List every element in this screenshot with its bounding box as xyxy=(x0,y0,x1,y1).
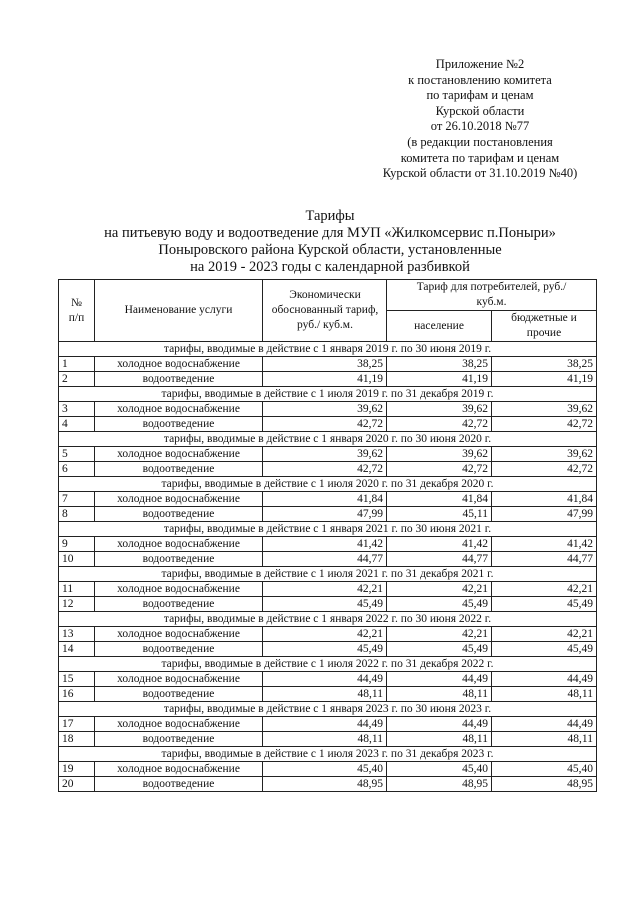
row-number: 8 xyxy=(59,507,95,522)
row-number: 3 xyxy=(59,402,95,417)
budget-tariff: 48,11 xyxy=(492,732,597,747)
appendix-line: Приложение №2 xyxy=(435,57,525,71)
period-title: тарифы, вводимые в действие с 1 июля 2021 г. по 31 декабря 2021 г. xyxy=(59,567,597,582)
header-econ xyxy=(263,280,387,342)
population-tariff: 45,49 xyxy=(387,642,492,657)
econ-tariff: 44,77 xyxy=(263,552,387,567)
header-name xyxy=(95,280,263,342)
service-name: водоотведение xyxy=(95,507,263,522)
period-row xyxy=(59,432,597,447)
econ-tariff: 44,49 xyxy=(263,672,387,687)
service-name: холодное водоснабжение xyxy=(95,762,263,777)
row-number: 4 xyxy=(59,417,95,432)
service-name: холодное водоснабжение xyxy=(95,672,263,687)
table-row xyxy=(59,447,597,462)
header-budget-label: бюджетные и прочие xyxy=(511,312,577,339)
period-title: тарифы, вводимые в действие с 1 июля 2023 г. по 31 декабря 2023 г. xyxy=(59,747,597,762)
econ-tariff: 44,49 xyxy=(263,717,387,732)
header-econ-label: Экономически обоснованный тариф, руб./ куб.м. xyxy=(271,289,379,331)
budget-tariff: 41,19 xyxy=(492,372,597,387)
table-row xyxy=(59,687,597,702)
population-tariff: 39,62 xyxy=(387,447,492,462)
period-title: тарифы, вводимые в действие с 1 января 2022 г. по 30 июня 2022 г. xyxy=(59,612,597,627)
service-name: холодное водоснабжение xyxy=(95,537,263,552)
period-title: тарифы, вводимые в действие с 1 января 2020 г. по 30 июня 2020 г. xyxy=(59,432,597,447)
econ-tariff: 48,11 xyxy=(263,687,387,702)
service-name: холодное водоснабжение xyxy=(95,492,263,507)
population-tariff: 44,77 xyxy=(387,552,492,567)
row-number: 10 xyxy=(59,552,95,567)
population-tariff: 41,42 xyxy=(387,537,492,552)
table-row xyxy=(59,732,597,747)
row-number: 2 xyxy=(59,372,95,387)
service-name: водоотведение xyxy=(95,777,263,792)
title-line: на 2019 - 2023 годы с календарной разбивкой xyxy=(190,259,470,275)
population-tariff: 39,62 xyxy=(387,402,492,417)
period-title: тарифы, вводимые в действие с 1 января 2023 г. по 30 июня 2023 г. xyxy=(59,702,597,717)
budget-tariff: 44,77 xyxy=(492,552,597,567)
table-row xyxy=(59,537,597,552)
appendix-line: от 26.10.2018 №77 xyxy=(430,119,530,134)
econ-tariff: 45,40 xyxy=(263,762,387,777)
table-row xyxy=(59,552,597,567)
appendix-line: Курской области xyxy=(435,103,525,118)
econ-tariff: 42,21 xyxy=(263,627,387,642)
budget-tariff: 39,62 xyxy=(492,447,597,462)
row-number: 16 xyxy=(59,687,95,702)
econ-tariff: 42,72 xyxy=(263,462,387,477)
row-number: 12 xyxy=(59,597,95,612)
title-line: Тарифы xyxy=(305,208,355,224)
row-number: 5 xyxy=(59,447,95,462)
row-number: 20 xyxy=(59,777,95,792)
header-consumers-label: Тариф для потребителей, руб./куб.м. xyxy=(416,281,567,308)
header-budget xyxy=(492,311,597,342)
table-row xyxy=(59,672,597,687)
econ-tariff: 41,42 xyxy=(263,537,387,552)
tariffs-body xyxy=(59,342,597,792)
title-line: на питьевую воду и водоотведение для МУП «Жилкомсервис п.Поныри» xyxy=(104,225,556,241)
population-tariff: 44,49 xyxy=(387,672,492,687)
econ-tariff: 41,84 xyxy=(263,492,387,507)
table-row xyxy=(59,462,597,477)
table-row xyxy=(59,597,597,612)
row-number: 19 xyxy=(59,762,95,777)
table-row xyxy=(59,417,597,432)
period-row xyxy=(59,567,597,582)
population-tariff: 45,11 xyxy=(387,507,492,522)
row-number: 17 xyxy=(59,717,95,732)
table-row xyxy=(59,507,597,522)
service-name: водоотведение xyxy=(95,417,263,432)
budget-tariff: 38,25 xyxy=(492,357,597,372)
appendix-line: комитета по тарифам и ценам xyxy=(400,150,560,165)
period-row xyxy=(59,612,597,627)
econ-tariff: 48,11 xyxy=(263,732,387,747)
table-row xyxy=(59,777,597,792)
table-row xyxy=(59,357,597,372)
appendix-line: Курской области от 31.10.2019 №40) xyxy=(382,166,578,181)
table-row xyxy=(59,717,597,732)
population-tariff: 48,11 xyxy=(387,732,492,747)
period-row xyxy=(59,702,597,717)
period-row xyxy=(59,657,597,672)
period-row xyxy=(59,387,597,402)
period-title: тарифы, вводимые в действие с 1 июля 2019 г. по 31 декабря 2019 г. xyxy=(59,387,597,402)
econ-tariff: 48,95 xyxy=(263,777,387,792)
population-tariff: 48,11 xyxy=(387,687,492,702)
population-tariff: 38,25 xyxy=(387,357,492,372)
service-name: холодное водоснабжение xyxy=(95,717,263,732)
econ-tariff: 41,19 xyxy=(263,372,387,387)
row-number: 11 xyxy=(59,582,95,597)
budget-tariff: 47,99 xyxy=(492,507,597,522)
table-row xyxy=(59,762,597,777)
service-name: водоотведение xyxy=(95,372,263,387)
budget-tariff: 45,49 xyxy=(492,642,597,657)
header-consumers xyxy=(387,280,597,311)
service-name: водоотведение xyxy=(95,732,263,747)
appendix-line: (в редакции постановления xyxy=(407,134,553,149)
budget-tariff: 44,49 xyxy=(492,717,597,732)
period-title: тарифы, вводимые в действие с 1 июля 2022 г. по 31 декабря 2022 г. xyxy=(59,657,597,672)
service-name: холодное водоснабжение xyxy=(95,582,263,597)
row-number: 18 xyxy=(59,732,95,747)
population-tariff: 44,49 xyxy=(387,717,492,732)
budget-tariff: 42,72 xyxy=(492,417,597,432)
period-row xyxy=(59,522,597,537)
row-number: 15 xyxy=(59,672,95,687)
budget-tariff: 45,40 xyxy=(492,762,597,777)
tariffs-table xyxy=(58,279,597,792)
econ-tariff: 45,49 xyxy=(263,642,387,657)
service-name: водоотведение xyxy=(95,462,263,477)
row-number: 6 xyxy=(59,462,95,477)
header-name-label: Наименование услуги xyxy=(124,304,233,316)
econ-tariff: 42,21 xyxy=(263,582,387,597)
document-title xyxy=(60,208,600,276)
econ-tariff: 47,99 xyxy=(263,507,387,522)
budget-tariff: 42,72 xyxy=(492,462,597,477)
budget-tariff: 39,62 xyxy=(492,402,597,417)
period-row xyxy=(59,477,597,492)
service-name: водоотведение xyxy=(95,552,263,567)
header-population: население xyxy=(387,311,492,342)
table-row xyxy=(59,402,597,417)
budget-tariff: 48,95 xyxy=(492,777,597,792)
row-number: 13 xyxy=(59,627,95,642)
econ-tariff: 38,25 xyxy=(263,357,387,372)
econ-tariff: 45,49 xyxy=(263,597,387,612)
population-tariff: 45,40 xyxy=(387,762,492,777)
service-name: водоотведение xyxy=(95,687,263,702)
table-row xyxy=(59,627,597,642)
budget-tariff: 41,84 xyxy=(492,492,597,507)
econ-tariff: 42,72 xyxy=(263,417,387,432)
budget-tariff: 44,49 xyxy=(492,672,597,687)
period-row xyxy=(59,342,597,357)
header-num xyxy=(59,280,95,342)
population-tariff: 41,84 xyxy=(387,492,492,507)
service-name: холодное водоснабжение xyxy=(95,402,263,417)
budget-tariff: 42,21 xyxy=(492,627,597,642)
table-row xyxy=(59,582,597,597)
appendix-line: по тарифам и ценам xyxy=(426,88,534,103)
population-tariff: 42,72 xyxy=(387,462,492,477)
table-row xyxy=(59,492,597,507)
budget-tariff: 42,21 xyxy=(492,582,597,597)
service-name: водоотведение xyxy=(95,597,263,612)
population-tariff: 42,21 xyxy=(387,582,492,597)
appendix-line: к постановлению комитета xyxy=(408,72,552,87)
row-number: 14 xyxy=(59,642,95,657)
title-line: Поныровского района Курской области, установленные xyxy=(158,242,502,258)
population-tariff: 45,49 xyxy=(387,597,492,612)
population-tariff: 42,21 xyxy=(387,627,492,642)
period-title: тарифы, вводимые в действие с 1 января 2019 г. по 30 июня 2019 г. xyxy=(59,342,597,357)
econ-tariff: 39,62 xyxy=(263,402,387,417)
row-number: 1 xyxy=(59,357,95,372)
table-row xyxy=(59,642,597,657)
budget-tariff: 45,49 xyxy=(492,597,597,612)
service-name: холодное водоснабжение xyxy=(95,627,263,642)
population-tariff: 48,95 xyxy=(387,777,492,792)
budget-tariff: 48,11 xyxy=(492,687,597,702)
population-tariff: 42,72 xyxy=(387,417,492,432)
service-name: холодное водоснабжение xyxy=(95,357,263,372)
header-num-label: № п/п xyxy=(68,296,85,324)
appendix-block xyxy=(360,57,600,182)
budget-tariff: 41,42 xyxy=(492,537,597,552)
service-name: водоотведение xyxy=(95,642,263,657)
table-row xyxy=(59,372,597,387)
service-name: холодное водоснабжение xyxy=(95,447,263,462)
row-number: 7 xyxy=(59,492,95,507)
period-title: тарифы, вводимые в действие с 1 января 2021 г. по 30 июня 2021 г. xyxy=(59,522,597,537)
row-number: 9 xyxy=(59,537,95,552)
econ-tariff: 39,62 xyxy=(263,447,387,462)
period-row xyxy=(59,747,597,762)
period-title: тарифы, вводимые в действие с 1 июля 2020 г. по 31 декабря 2020 г. xyxy=(59,477,597,492)
population-tariff: 41,19 xyxy=(387,372,492,387)
